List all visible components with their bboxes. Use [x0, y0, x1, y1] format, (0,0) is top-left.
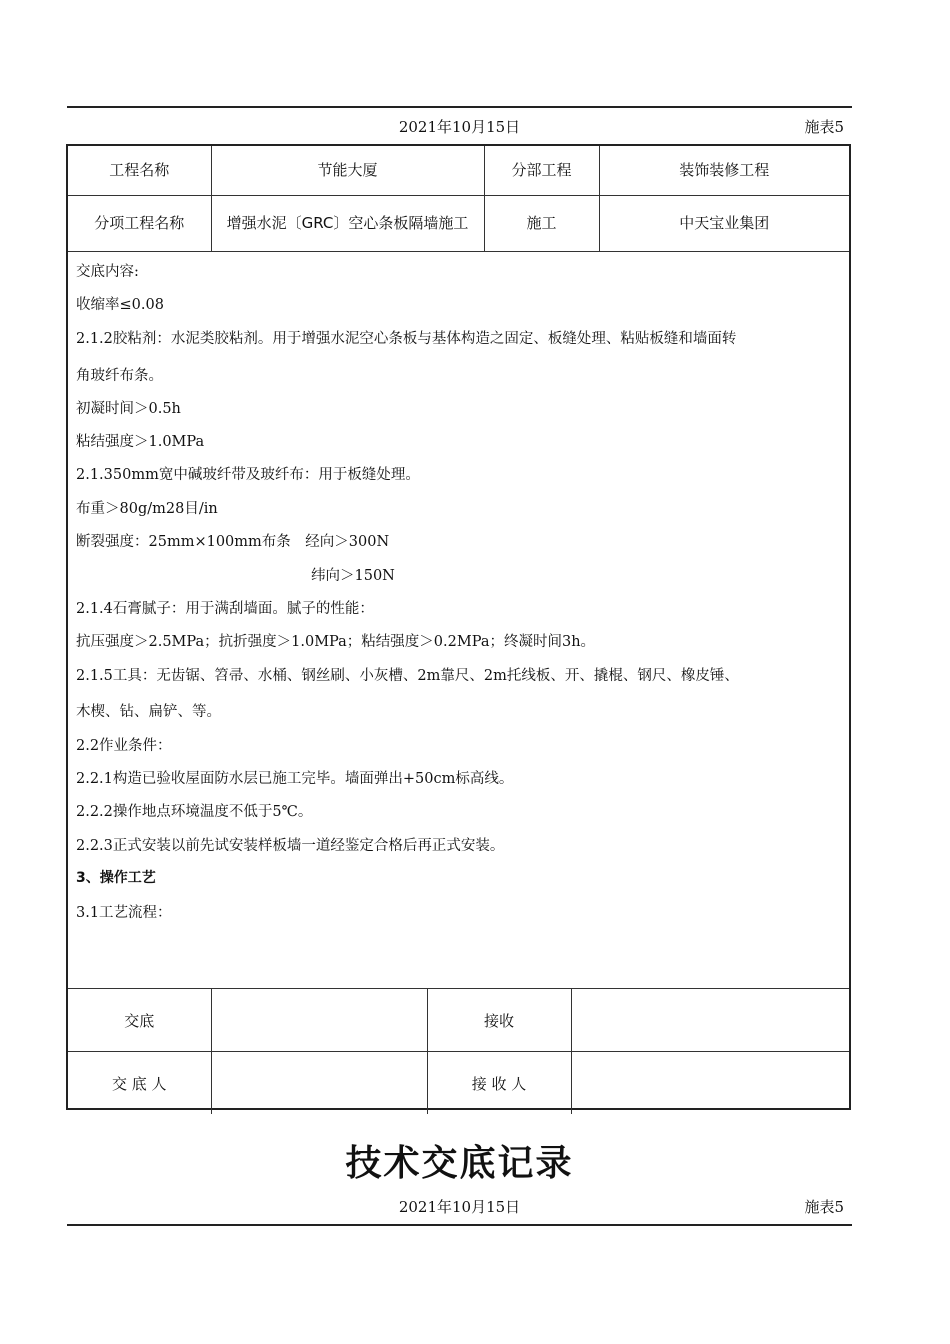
top-form-number: 施表5: [804, 118, 844, 136]
bottom-meta-row: [67, 1196, 852, 1218]
bottom-form-number: 施表5: [804, 1198, 844, 1216]
division-value: 装饰装修工程: [599, 146, 849, 195]
handover-person-label: 交 底 人: [68, 1052, 211, 1115]
division-label: 分部工程: [484, 146, 599, 195]
content-line: 2.1.4石膏腻子：用于满刮墙面。腻子的性能：: [76, 601, 374, 617]
handover-label: 交底: [68, 989, 211, 1052]
receive-label: 接收: [427, 989, 571, 1052]
content-line: 交底内容:: [76, 264, 139, 280]
receiver-field[interactable]: [571, 1052, 849, 1115]
content-line: 初凝时间＞0.5h: [76, 401, 181, 417]
signature-table: [68, 988, 849, 1114]
content-line: 2.2作业条件：: [76, 738, 172, 754]
section-heading: 3、操作工艺: [76, 870, 156, 886]
receive-field[interactable]: [571, 989, 849, 1052]
project-info-table: [68, 146, 849, 252]
construction-label: 施工: [484, 195, 599, 251]
bottom-date: 2021年10月15日: [398, 1198, 521, 1216]
content-line: 纬向＞150N: [311, 568, 395, 584]
content-line: 粘结强度＞1.0MPa: [76, 434, 205, 450]
receiver-label: 接 收 人: [427, 1052, 571, 1115]
construction-value: 中天宝业集团: [599, 195, 849, 251]
content-line: 2.1.2胶粘剂：水泥类胶粘剂。用于增强水泥空心条板与基体构造之固定、板缝处理、粘贴板缝和墙面转: [76, 331, 737, 347]
content-line: 布重＞80g/m28目/in: [76, 501, 218, 517]
content-line: 2.2.3正式安装以前先试安装样板墙一道经鉴定合格后再正式安装。: [76, 838, 505, 854]
content-line: 角玻纤布条。: [76, 368, 163, 384]
subitem-value: 增强水泥〔GRC〕空心条板隔墙施工: [211, 195, 484, 251]
bottom-rule: [67, 1224, 852, 1226]
content-line: 3.1工艺流程：: [76, 905, 172, 921]
content-line: 2.2.2操作地点环境温度不低于5℃。: [76, 804, 313, 820]
record-box: [66, 144, 851, 1110]
content-line: 抗压强度＞2.5MPa；抗折强度＞1.0MPa；粘结强度＞0.2MPa；终凝时间3h。: [76, 634, 596, 650]
handover-field[interactable]: [211, 989, 427, 1052]
content-line: 2.2.1构造已验收屋面防水层已施工完毕。墙面弹出+50cm标高线。: [76, 771, 514, 787]
content-line: 2.1.350mm宽中碱玻纤带及玻纤布：用于板缝处理。: [76, 467, 420, 483]
content-line: 2.1.5工具：无齿锯、笤帚、水桶、钢丝刷、小灰槽、2m靠尺、2m托线板、开、撬棍、钢尺、橡皮锤、: [76, 668, 739, 684]
top-rule: [67, 106, 852, 108]
handover-person-field[interactable]: [211, 1052, 427, 1115]
top-meta-row: [67, 116, 852, 138]
content-line: 断裂强度：25mm×100mm布条 经向＞300N: [76, 534, 390, 550]
content-line: 木楔、钻、扁铲、等。: [76, 704, 221, 720]
subitem-label: 分项工程名称: [68, 195, 211, 251]
top-date: 2021年10月15日: [398, 118, 521, 136]
document-title: 技术交底记录: [345, 1143, 574, 1184]
project-name-label: 工程名称: [68, 146, 211, 195]
project-name-value: 节能大厦: [211, 146, 484, 195]
content-line: 收缩率≤0.08: [76, 297, 164, 313]
